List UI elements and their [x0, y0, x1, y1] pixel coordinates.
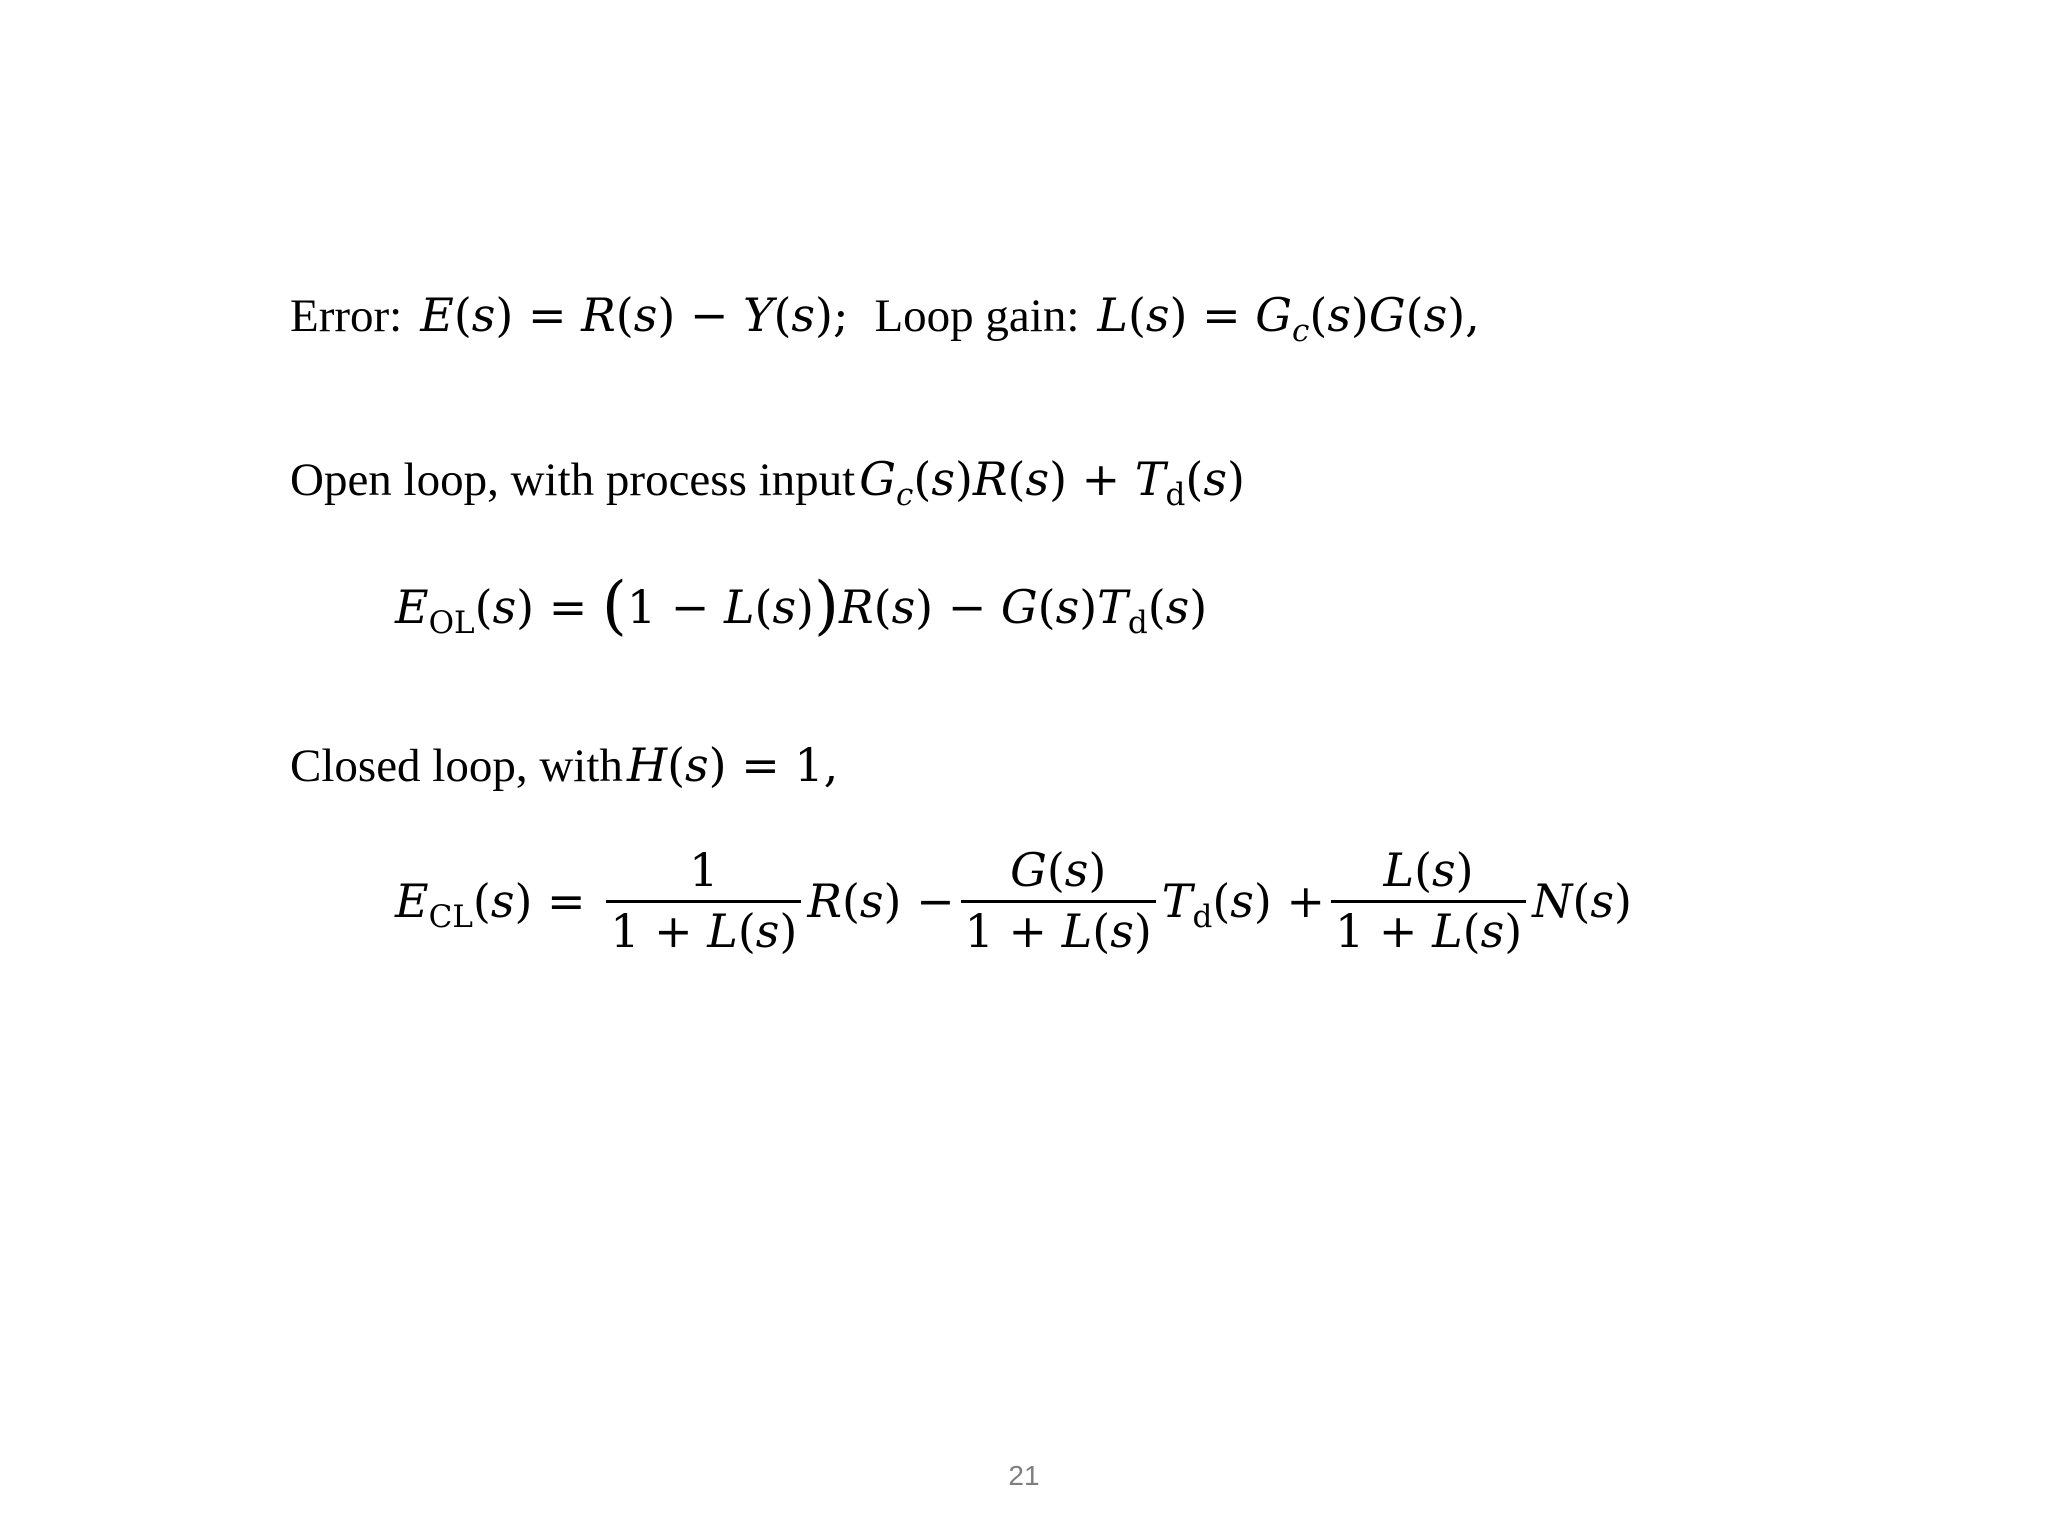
open-loop-error-equation: $E_{OL}(s) = (1 - L(s))R(s) - G(s)T_d(s)$	[395, 569, 1208, 643]
open-loop-intro	[290, 452, 1245, 513]
fraction-noise: $\frac{L(s)}{1 + L(s)}$	[1331, 846, 1526, 956]
process-input-expression: $G_c(s)R(s) + T_d(s)$	[859, 452, 1245, 513]
error-loop-gain-line	[290, 288, 1480, 349]
error-equation: E(s) = R(s) − Y(s);	[420, 288, 849, 342]
fraction-disturbance: $\frac{G(s)}{1 + L(s)}$	[961, 846, 1156, 956]
feedback-condition: H(s) = 1,	[626, 738, 839, 792]
fraction-sensitivity: $\frac{1}{1 + L(s)}$	[606, 846, 801, 956]
reference-term: R(s) −	[807, 873, 955, 928]
closed-loop-text: Closed loop, with	[290, 740, 623, 792]
loop-gain-label: Loop gain:	[874, 290, 1080, 342]
closed-loop-error-equation	[395, 843, 1632, 959]
loop-gain-equation: $L(s) = G_c(s)G(s)$,	[1097, 288, 1480, 349]
noise-term: N(s)	[1532, 873, 1632, 928]
disturbance-term: $T_d(s)$ +	[1161, 873, 1326, 935]
page-number: 21	[1008, 1460, 1040, 1491]
closed-loop-lhs: $E_{CL}(s)$ =	[395, 873, 601, 935]
closed-loop-intro	[290, 738, 839, 792]
open-loop-text: Open loop, with process input	[290, 454, 856, 506]
error-label: Error:	[290, 290, 403, 342]
